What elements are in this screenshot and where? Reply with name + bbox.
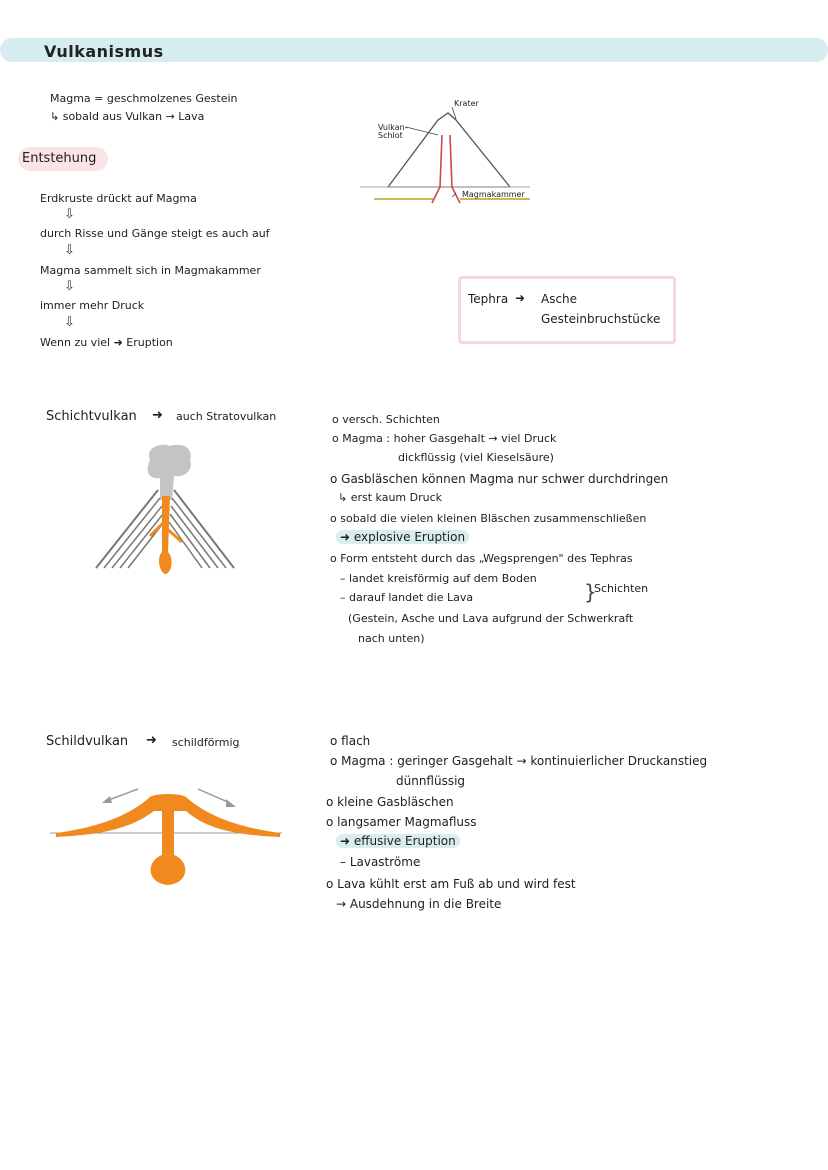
schild-note-7: – Lavaströme: [340, 855, 421, 869]
schicht-note-12: nach unten): [358, 632, 425, 645]
tephra-item-2: Gesteinbruchstücke: [541, 312, 661, 326]
schicht-note-11: (Gestein, Asche und Lava aufgrund der Schwerkraft: [348, 612, 634, 625]
step-4: immer mehr Druck: [40, 299, 145, 312]
step-2: durch Risse und Gänge steigt es auch auf: [40, 227, 270, 240]
arrow-right-icon: ➜: [146, 733, 157, 748]
schicht-note-3: dickflüssig (viel Kieselsäure): [398, 451, 554, 464]
schicht-note-2: o Magma : hoher Gasgehalt → viel Druck: [332, 432, 557, 445]
schildvulkan-heading: Schildvulkan: [46, 734, 129, 749]
schild-note-8: o Lava kühlt erst am Fuß ab und wird fest: [326, 877, 576, 891]
arrow-right-icon: ➜: [152, 408, 163, 423]
schild-note-3: dünnflüssig: [396, 774, 466, 788]
schicht-note-8: o Form entsteht durch das „Wegsprengen" des Tephras: [330, 552, 633, 565]
down-arrow-icon: ⇩: [64, 279, 75, 294]
effusive-eruption-highlight: ➜ effusive Eruption: [336, 834, 460, 848]
tephra-item-1: Asche: [541, 292, 578, 306]
brace-icon: }: [584, 580, 597, 604]
entstehung-heading: Entstehung: [22, 151, 97, 166]
label-magmakammer: Magmakammer: [462, 190, 525, 199]
tephra-box: [458, 276, 676, 344]
schild-note-2: o Magma : geringer Gasgehalt → kontinuierlicher Druckanstieg: [330, 754, 708, 768]
down-arrow-icon: ⇩: [64, 243, 75, 258]
schildvulkan-subtitle: schildförmig: [172, 736, 240, 749]
tephra-label: Tephra: [468, 292, 509, 306]
schicht-note-10: – darauf landet die Lava: [340, 591, 474, 604]
schicht-note-5: ↳ erst kaum Druck: [338, 491, 443, 504]
page-title: Vulkanismus: [44, 42, 164, 61]
schichtvulkan-subtitle: auch Stratovulkan: [176, 410, 277, 423]
schicht-note-1: o versch. Schichten: [332, 413, 440, 426]
volcano-diagram: [360, 95, 550, 220]
schild-note-4: o kleine Gasbläschen: [326, 795, 454, 809]
brace-label: Schichten: [594, 582, 649, 595]
schild-note-5: o langsamer Magmafluss: [326, 815, 477, 829]
step-1: Erdkruste drückt auf Magma: [40, 192, 197, 205]
intro-line-1: Magma = geschmolzenes Gestein: [50, 92, 238, 105]
explosive-eruption-highlight: ➜ explosive Eruption: [336, 530, 469, 544]
label-krater: Krater: [454, 99, 479, 108]
step-5: Wenn zu viel ➜ Eruption: [40, 336, 173, 349]
step-3: Magma sammelt sich in Magmakammer: [40, 264, 261, 277]
arrow-right-icon: ➜: [515, 291, 526, 305]
stratovolcano-drawing: [90, 440, 240, 590]
down-arrow-icon: ⇩: [64, 207, 75, 222]
schild-note-1: o flach: [330, 734, 371, 748]
schichtvulkan-heading: Schichtvulkan: [46, 409, 137, 424]
intro-line-2: ↳ sobald aus Vulkan → Lava: [50, 110, 205, 123]
label-schlot: Vulkan- Schlot: [378, 123, 408, 140]
schicht-note-6: o sobald die vielen kleinen Bläschen zusammenschließen: [330, 512, 647, 525]
schild-note-9: → Ausdehnung in die Breite: [336, 897, 502, 911]
shield-volcano-drawing: [50, 775, 290, 900]
schicht-note-9: – landet kreisförmig auf dem Boden: [340, 572, 537, 585]
down-arrow-icon: ⇩: [64, 315, 75, 330]
schicht-note-4: o Gasbläschen können Magma nur schwer durchdringen: [330, 472, 669, 486]
